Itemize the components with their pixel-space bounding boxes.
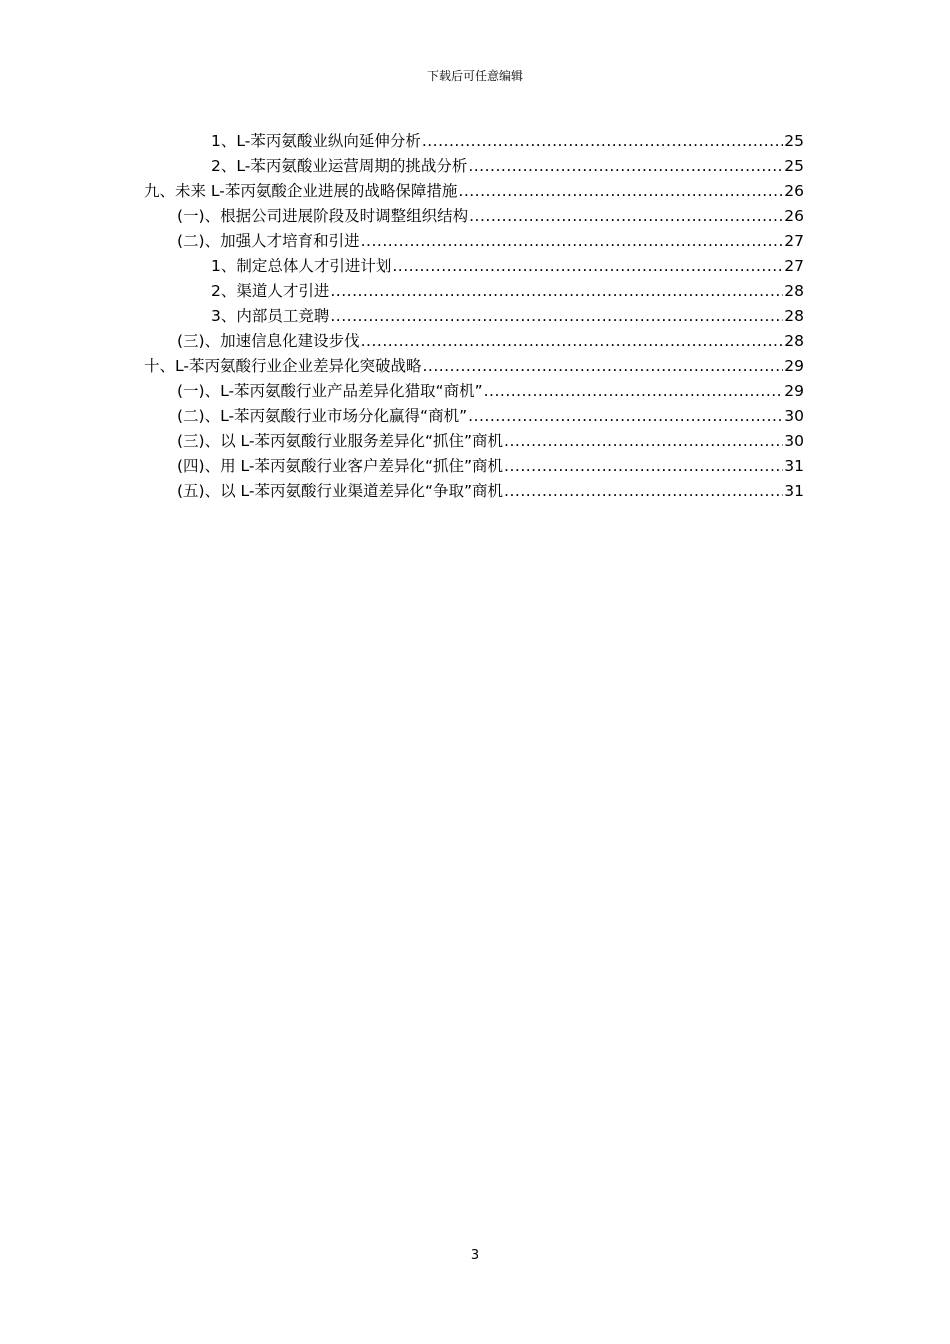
toc-entry-label: (三)、以 L-苯丙氨酸行业服务差异化“抓住”商机 — [177, 432, 504, 450]
toc-entry-label: (四)、用 L-苯丙氨酸行业客户差异化“抓住”商机 — [177, 457, 504, 475]
toc-leader-dots — [469, 205, 783, 227]
toc-entry-label: (一)、L-苯丙氨酸行业产品差异化猎取“商机” — [177, 382, 483, 400]
toc-entry[interactable] — [177, 227, 804, 252]
toc-entry-page: 25 — [784, 157, 804, 175]
toc-leader-dots — [458, 180, 783, 202]
toc-entry-label: (五)、以 L-苯丙氨酸行业渠道差异化“争取”商机 — [177, 482, 504, 500]
toc-entry[interactable] — [211, 302, 804, 327]
toc-entry[interactable] — [211, 127, 804, 152]
toc-entry-page: 31 — [784, 457, 804, 475]
toc-leader-dots — [330, 305, 783, 327]
toc-leader-dots — [504, 455, 783, 477]
toc-entry-page: 29 — [784, 382, 804, 400]
toc-entry-label: 3、内部员工竞聘 — [211, 307, 330, 325]
toc-leader-dots — [392, 255, 783, 277]
toc-entry-page: 28 — [784, 282, 804, 300]
toc-entry[interactable] — [211, 277, 804, 302]
toc-leader-dots — [361, 230, 784, 252]
toc-entry-page: 30 — [784, 432, 804, 450]
toc-entry[interactable] — [177, 327, 804, 352]
toc-entry[interactable] — [211, 252, 804, 277]
toc-entry-page: 28 — [784, 332, 804, 350]
toc-entry-page: 27 — [784, 257, 804, 275]
toc-entry[interactable] — [177, 477, 804, 502]
toc-entry-page: 26 — [784, 207, 804, 225]
toc-leader-dots — [422, 355, 783, 377]
toc-entry-label: 2、L-苯丙氨酸业运营周期的挑战分析 — [211, 157, 468, 175]
toc-entry-page: 28 — [784, 307, 804, 325]
toc-entry[interactable] — [177, 202, 804, 227]
toc-entry-page: 25 — [784, 132, 804, 150]
toc-leader-dots — [504, 430, 783, 452]
toc-entry-label: 1、L-苯丙氨酸业纵向延伸分析 — [211, 132, 421, 150]
toc-leader-dots — [468, 405, 783, 427]
toc-entry[interactable] — [177, 452, 804, 477]
toc-entry-page: 29 — [784, 357, 804, 375]
toc-entry-label: (三)、加速信息化建设步伐 — [177, 332, 360, 350]
toc-entry-label: 2、渠道人才引进 — [211, 282, 330, 300]
toc-entry-label: (二)、L-苯丙氨酸行业市场分化赢得“商机” — [177, 407, 468, 425]
toc-entry[interactable] — [177, 427, 804, 452]
toc-entry-page: 30 — [784, 407, 804, 425]
toc-entry[interactable] — [144, 177, 804, 202]
toc-entry[interactable] — [211, 152, 804, 177]
toc-leader-dots — [422, 130, 783, 152]
toc-entry-page: 27 — [784, 232, 804, 250]
page-header: 下载后可任意编辑 — [426, 69, 523, 83]
toc-entry-page: 26 — [784, 182, 804, 200]
toc-entry[interactable] — [177, 377, 804, 402]
toc-entry-label: 1、制定总体人才引进计划 — [211, 257, 392, 275]
toc-entry-label: (一)、根据公司进展阶段及时调整组织结构 — [177, 207, 469, 225]
toc-leader-dots — [361, 330, 784, 352]
page-number: 3 — [470, 1248, 480, 1263]
toc-entry[interactable] — [177, 402, 804, 427]
toc-leader-dots — [484, 380, 784, 402]
toc-entry-label: 十、L-苯丙氨酸行业企业差异化突破战略 — [144, 357, 422, 375]
toc-leader-dots — [504, 480, 783, 502]
toc-entry-page: 31 — [784, 482, 804, 500]
toc-entry-label: (二)、加强人才培育和引进 — [177, 232, 360, 250]
toc-leader-dots — [330, 280, 783, 302]
toc-entry-label: 九、未来 L-苯丙氨酸企业进展的战略保障措施 — [144, 182, 458, 200]
toc-entry[interactable] — [144, 352, 804, 377]
toc-leader-dots — [468, 155, 783, 177]
